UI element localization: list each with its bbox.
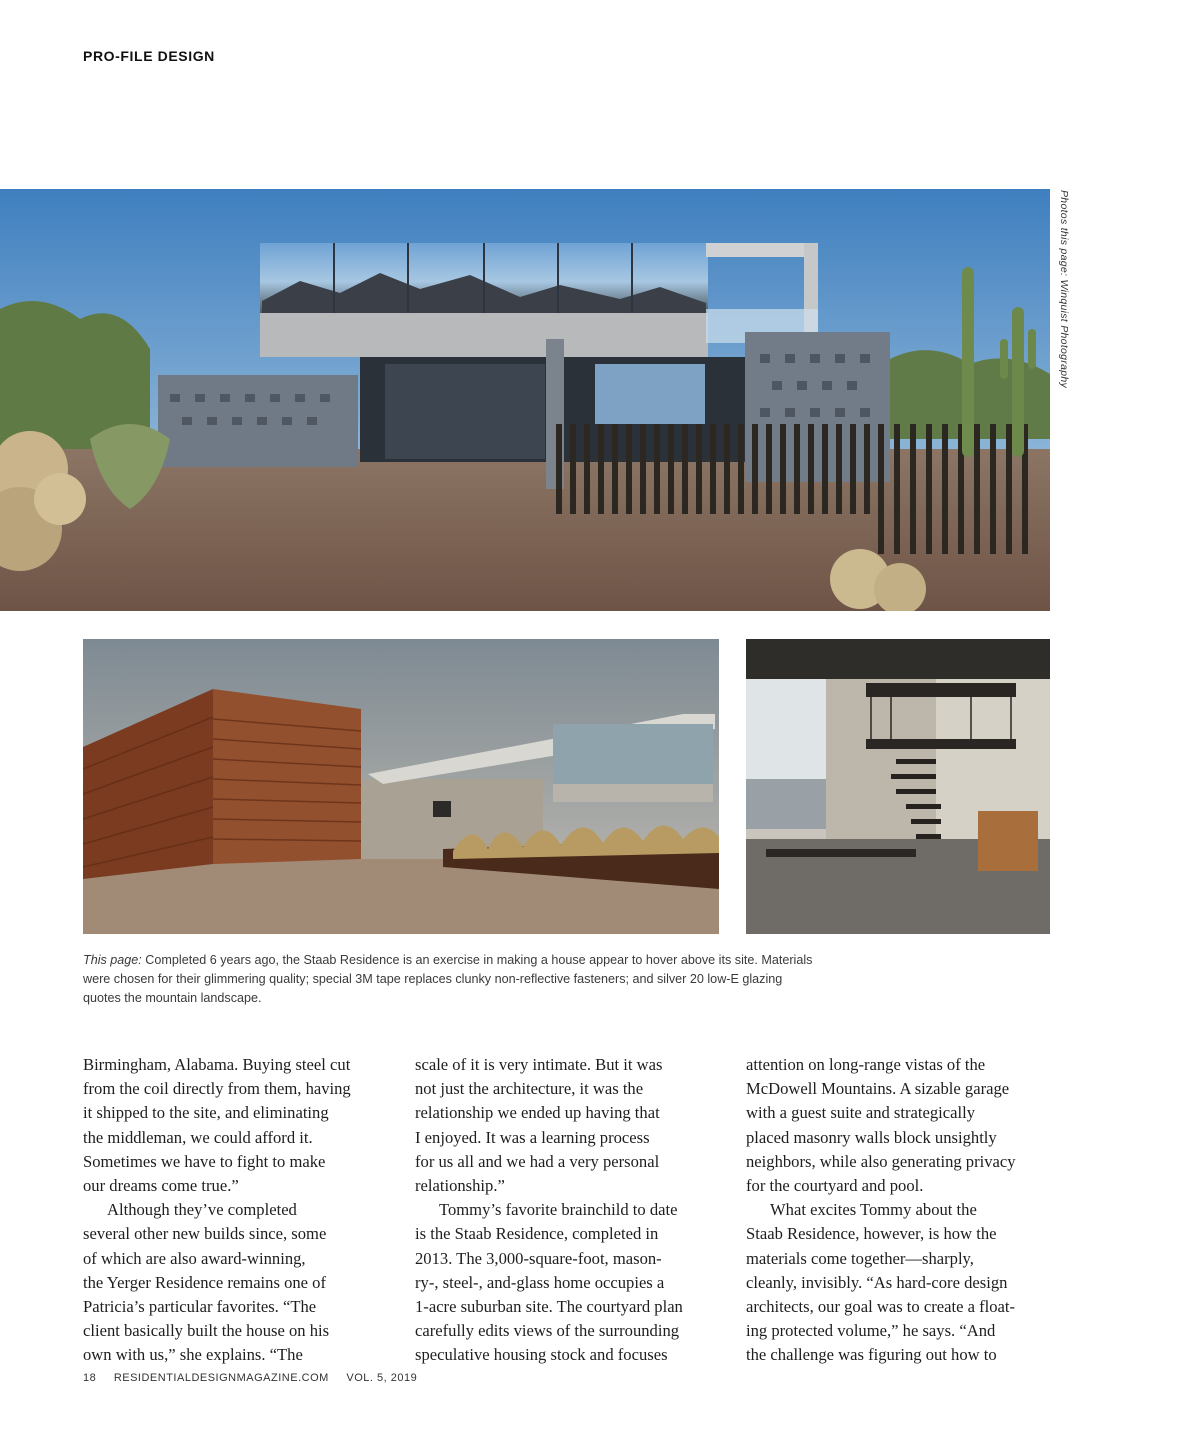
caption-line: Completed 6 years ago, the Staab Residence is an exercise in making a house appear to hover above its site. Materials (141, 953, 813, 967)
body-line: carefully edits views of the surrounding (415, 1321, 680, 1341)
text-column-2 (415, 1053, 720, 1368)
body-line: several other new builds since, some (83, 1224, 327, 1244)
body-line: the challenge was figuring out how to (746, 1345, 997, 1365)
body-line: architects, our goal was to create a float- (746, 1297, 1016, 1317)
body-line: materials come together—sharply, (746, 1248, 974, 1268)
body-line: attention on long-range vistas of the (746, 1055, 986, 1074)
body-line: our dreams come true.” (83, 1176, 239, 1196)
page-number: 18 (83, 1372, 97, 1384)
body-line: client basically built the house on his (83, 1321, 330, 1341)
caption-line: quotes the mountain landscape. (83, 991, 262, 1005)
body-line: it shipped to the site, and eliminating (83, 1103, 329, 1123)
body-line: Patricia’s particular favorites. “The (83, 1297, 317, 1317)
body-line: relationship.” (415, 1176, 505, 1196)
body-line: for the courtyard and pool. (746, 1176, 924, 1196)
text-column-3 (746, 1053, 1051, 1368)
body-line: for us all and we had a very personal (415, 1151, 660, 1171)
hero-photo-staab-residence (0, 189, 1050, 611)
caption-line: were chosen for their glimmering quality; special 3M tape replaces clunky non-reflective fasteners; and silver 20 low-E glazing (83, 972, 783, 986)
body-line: own with us,” she explains. “The (83, 1345, 303, 1365)
body-line: relationship we ended up having that (415, 1103, 660, 1123)
text-column-1 (83, 1053, 388, 1368)
exterior-photo-garage (83, 639, 719, 934)
footer-issue: VOL. 5, 2019 (346, 1372, 418, 1384)
caption-lead: This page: (83, 953, 142, 967)
body-line: ry-, steel-, and-glass home occupies a (415, 1272, 665, 1292)
body-line: speculative housing stock and focuses (415, 1345, 668, 1365)
body-line: Sometimes we have to fight to make (83, 1151, 326, 1171)
body-line: McDowell Mountains. A sizable garage (746, 1079, 1010, 1099)
body-line: ing protected volume,” he says. “And (746, 1321, 996, 1341)
body-line: placed masonry walls block unsightly (746, 1127, 997, 1147)
body-line: 2013. The 3,000-square-foot, mason- (415, 1248, 662, 1268)
body-line: I enjoyed. It was a learning process (415, 1127, 650, 1147)
section-label: PRO-FILE DESIGN (83, 48, 215, 64)
interior-photo-stair (746, 639, 1050, 934)
body-line: Staab Residence, however, is how the (746, 1224, 997, 1244)
body-line: is the Staab Residence, completed in (415, 1224, 659, 1244)
body-line: from the coil directly from them, having (83, 1079, 351, 1099)
body-line: What excites Tommy about the (770, 1200, 977, 1220)
body-line: the middleman, we could afford it. (83, 1127, 313, 1147)
body-line: with a guest suite and strategically (746, 1103, 976, 1123)
body-line: not just the architecture, it was the (415, 1079, 644, 1099)
body-line: the Yerger Residence remains one of (83, 1272, 326, 1292)
photo-caption (83, 951, 883, 1008)
body-line: 1-acre suburban site. The courtyard plan (415, 1297, 683, 1317)
body-line: neighbors, while also generating privacy (746, 1151, 1016, 1171)
photo-credit: Photos this page: Winquist Photography (1058, 190, 1070, 389)
body-line: scale of it is very intimate. But it was (415, 1055, 663, 1074)
body-line: cleanly, invisibly. “As hard-core design (746, 1272, 1008, 1292)
body-line: Although they’ve completed (107, 1200, 297, 1220)
body-line: Birmingham, Alabama. Buying steel cut (83, 1055, 351, 1074)
body-line: of which are also award-winning, (83, 1248, 306, 1268)
body-line: Tommy’s favorite brainchild to date (439, 1200, 678, 1220)
footer-website: RESIDENTIALDESIGNMAGAZINE.COM (113, 1372, 329, 1384)
page-footer (83, 1372, 431, 1384)
